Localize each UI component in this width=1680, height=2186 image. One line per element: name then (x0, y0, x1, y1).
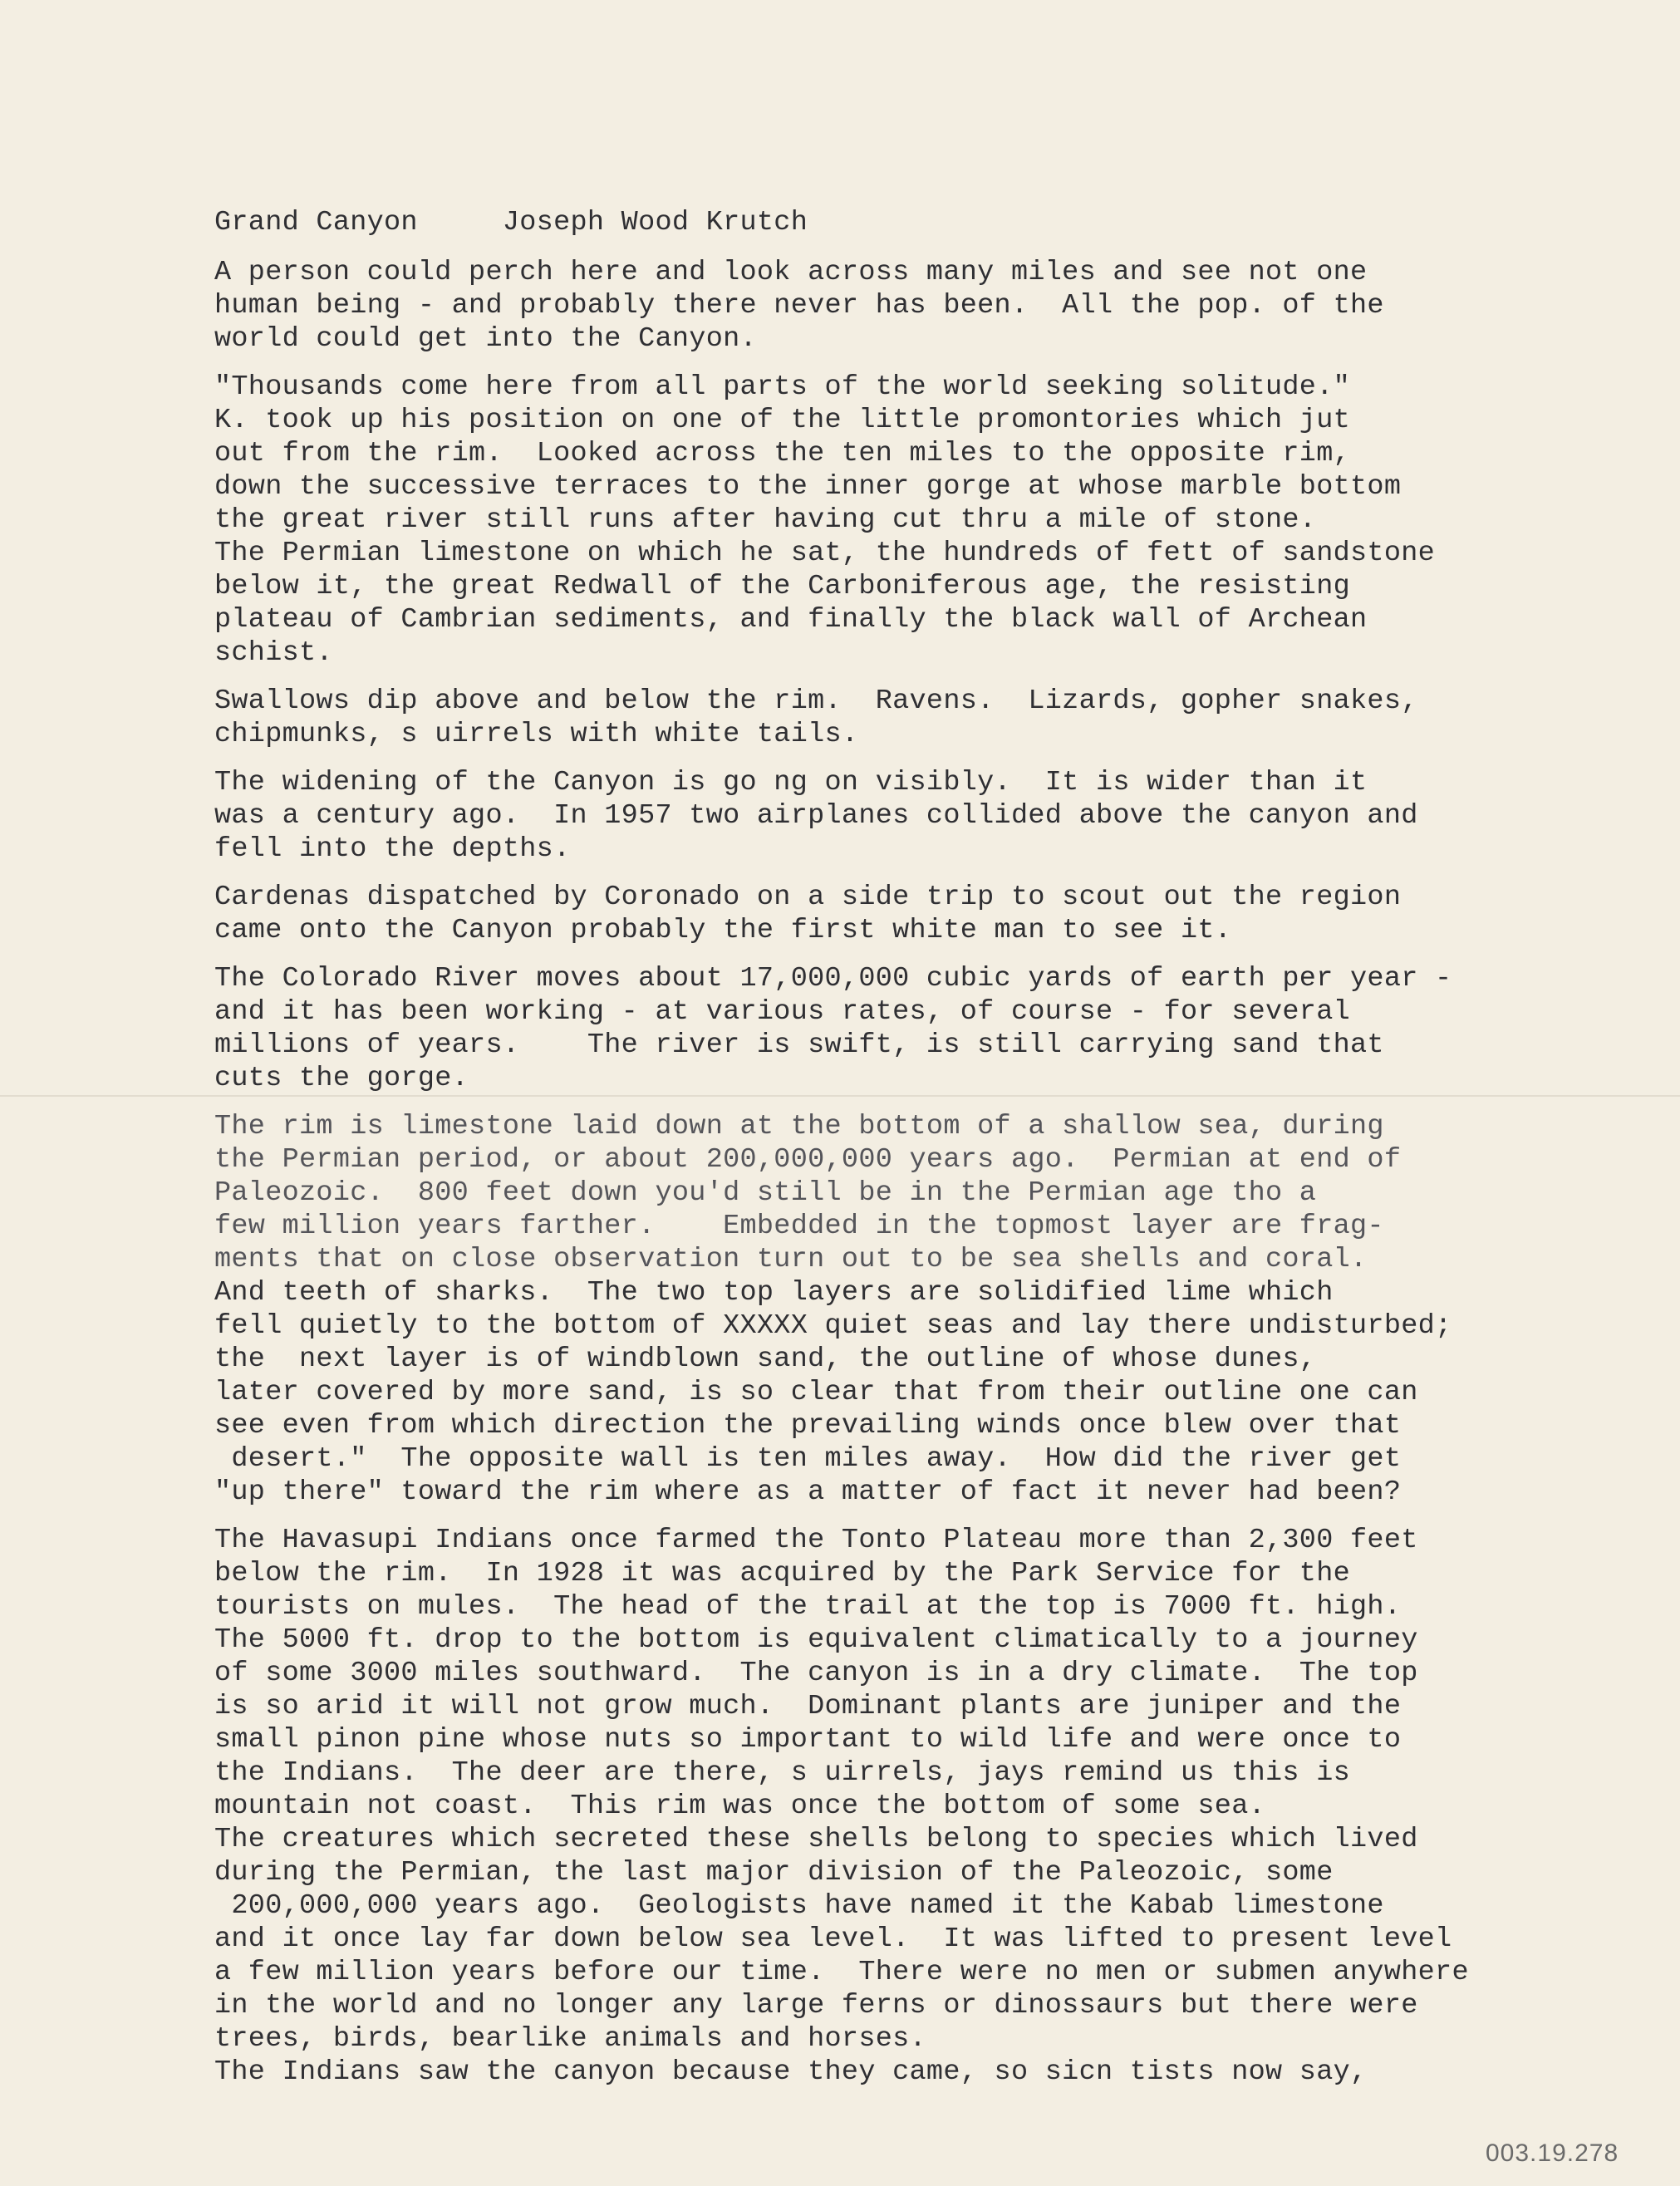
text-line: tourists on mules. The head of the trail at the top is 7000 ft. high. (214, 1591, 1402, 1623)
text-line: The 5000 ft. drop to the bottom is equivalent climatically to a journey (214, 1624, 1418, 1656)
text-line: mountain not coast. This rim was once the bottom of some sea. (214, 1791, 1266, 1822)
text-line: was a century ago. In 1957 two airplanes collided above the canyon and (214, 800, 1418, 832)
text-line: The Indians saw the canyon because they came, so sicn tists now say, (214, 2056, 1368, 2088)
text-line: plateau of Cambrian sediments, and finally the black wall of Archean (214, 604, 1368, 636)
text-line: The rim is limestone laid down at the bottom of a shallow sea, during (214, 1111, 1384, 1142)
text-line: is so arid it will not grow much. Dominant plants are juniper and the (214, 1691, 1402, 1722)
text-line: The widening of the Canyon is go ng on visibly. It is wider than it (214, 767, 1368, 798)
text-line: 200,000,000 years ago. Geologists have named it the Kabab limestone (214, 1890, 1384, 1922)
text-line: out from the rim. Looked across the ten miles to the opposite rim, (214, 438, 1351, 469)
text-line: "Thousands come here from all parts of the world seeking solitude." (214, 371, 1351, 403)
text-line: Cardenas dispatched by Coronado on a side trip to scout out the region (214, 882, 1402, 913)
text-line: below it, the great Redwall of the Carboniferous age, the resisting (214, 571, 1351, 602)
text-line: The Colorado River moves about 17,000,000 cubic yards of earth per year - (214, 963, 1452, 995)
text-line: during the Permian, the last major division of the Paleozoic, some (214, 1857, 1334, 1889)
text-line: schist. (214, 637, 333, 669)
text-line: few million years farther. Embedded in the topmost layer are frag- (214, 1211, 1384, 1242)
text-line: below the rim. In 1928 it was acquired by the Park Service for the (214, 1558, 1351, 1589)
paragraph-2 (214, 371, 1660, 670)
archive-number: 003.19.278 (1486, 2139, 1619, 2167)
text-line: see even from which direction the prevailing winds once blew over that (214, 1410, 1402, 1442)
text-line: Paleozoic. 800 feet down you'd still be in the Permian age tho a (214, 1177, 1317, 1209)
paragraph-6 (214, 962, 1660, 1095)
paragraph-8 (214, 1524, 1660, 2089)
text-line: and it has been working - at various rates, of course - for several (214, 996, 1351, 1028)
text-line: later covered by more sand, is so clear that from their outline one can (214, 1377, 1418, 1408)
text-line: "up there" toward the rim where as a matter of fact it never had been? (214, 1476, 1402, 1508)
text-line: millions of years. The river is swift, is still carrying sand that (214, 1029, 1384, 1061)
paragraph-4 (214, 766, 1660, 866)
paragraph-5 (214, 881, 1660, 947)
text-line: The Havasupi Indians once farmed the Tonto Plateau more than 2,300 feet (214, 1525, 1418, 1556)
text-line: chipmunks, s uirrels with white tails. (214, 719, 859, 750)
text-line: the next layer is of windblown sand, the outline of whose dunes, (214, 1344, 1317, 1375)
paragraph-1 (214, 256, 1660, 356)
paragraph-3 (214, 685, 1660, 751)
text-line: K. took up his position on one of the little promontories which jut (214, 405, 1351, 436)
text-line: world could get into the Canyon. (214, 323, 757, 355)
text-line: And teeth of sharks. The two top layers are solidified lime which (214, 1277, 1334, 1309)
text-line: in the world and no longer any large ferns or dinossaurs but there were (214, 1990, 1418, 2021)
text-line: and it once lay far down below sea level. It was lifted to present level (214, 1923, 1452, 1955)
text-line: small pinon pine whose nuts so important to wild life and were once to (214, 1724, 1402, 1756)
text-line: the Indians. The deer are there, s uirrels, jays remind us this is (214, 1757, 1351, 1789)
text-line: The Permian limestone on which he sat, the hundreds of fett of sandstone (214, 538, 1436, 569)
paragraph-7 (214, 1110, 1660, 1509)
text-line: fell into the depths. (214, 833, 571, 865)
text-line: desert." The opposite wall is ten miles away. How did the river get (214, 1443, 1402, 1475)
text-line: human being - and probably there never has been. All the pop. of the (214, 290, 1384, 322)
text-line: The creatures which secreted these shells belong to species which lived (214, 1824, 1418, 1855)
text-line: A person could perch here and look across many miles and see not one (214, 257, 1368, 288)
document-title: Grand Canyon Joseph Wood Krutch (214, 207, 808, 238)
text-line: the Permian period, or about 200,000,000 years ago. Permian at end of (214, 1144, 1402, 1176)
text-line: a few million years before our time. There were no men or submen anywhere (214, 1957, 1469, 1988)
text-line: down the successive terraces to the inner gorge at whose marble bottom (214, 471, 1402, 503)
text-line: trees, birds, bearlike animals and horses. (214, 2023, 926, 2055)
typed-document (214, 206, 1660, 2104)
text-line: cuts the gorge. (214, 1063, 469, 1094)
text-line: ments that on close observation turn out to be sea shells and coral. (214, 1244, 1368, 1275)
text-line: of some 3000 miles southward. The canyon is in a dry climate. The top (214, 1658, 1418, 1689)
text-line: Swallows dip above and below the rim. Ravens. Lizards, gopher snakes, (214, 685, 1418, 717)
text-line: came onto the Canyon probably the first white man to see it. (214, 915, 1232, 946)
text-line: the great river still runs after having cut thru a mile of stone. (214, 504, 1317, 536)
text-line: fell quietly to the bottom of XXXXX quiet seas and lay there undisturbed; (214, 1310, 1452, 1342)
